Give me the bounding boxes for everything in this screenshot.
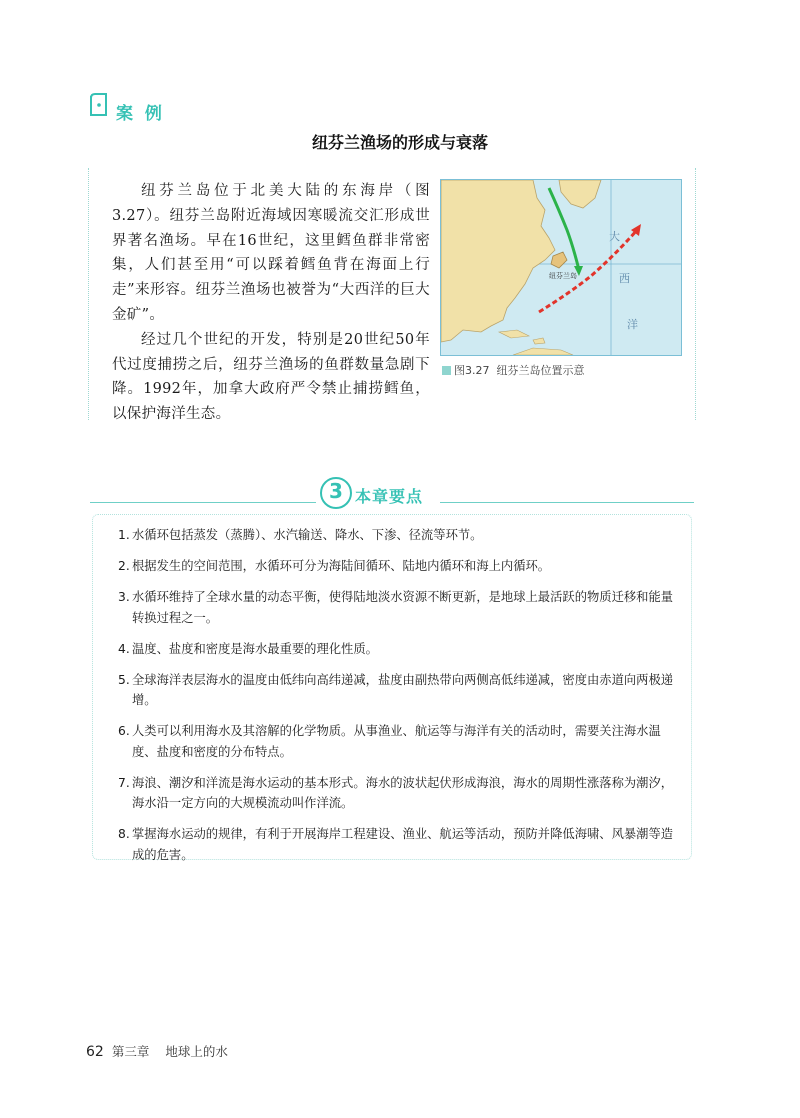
chapter-label: 第三章 (111, 1044, 150, 1059)
summary-item-number: 3. (118, 590, 130, 604)
map-ocean-label: 大 (609, 230, 620, 243)
page-footer (86, 1042, 228, 1060)
summary-item-number: 2. (118, 559, 130, 573)
map-ocean-label: 西 (619, 272, 630, 285)
summary-item-text: 水循环维持了全球水量的动态平衡，使得陆地淡水资源不断更新，是地球上最活跃的物质迁移和能量转换过程之一。 (132, 590, 674, 625)
case-label: 案 例 (116, 104, 165, 124)
figure-number: 图3.27 (454, 364, 490, 377)
caption-square-icon (442, 366, 451, 375)
summary-item-number: 1. (118, 528, 130, 542)
summary-item-number: 5. (118, 672, 130, 687)
section-rule-right (440, 502, 694, 503)
summary-item-text: 根据发生的空间范围，水循环可分为海陆间循环、陆地内循环和海上内循环。 (132, 559, 551, 573)
summary-item (118, 525, 674, 546)
summary-list (118, 525, 674, 876)
case-body (112, 179, 430, 427)
section-number: 3 (329, 479, 343, 503)
summary-item-number: 7. (118, 775, 130, 790)
page-number: 62 (86, 1044, 104, 1060)
figure-caption (442, 362, 585, 378)
newfoundland-map (440, 179, 682, 356)
summary-item-text: 人类可以利用海水及其溶解的化学物质。从事渔业、航运等与海洋有关的活动时，需要关注海水温度、盐度和密度的分布特点。 (132, 724, 661, 759)
section-rule-left (90, 502, 316, 503)
summary-item-text: 温度、盐度和密度是海水最重要的理化性质。 (132, 641, 378, 656)
case-paragraph: 纽芬兰岛位于北美大陆的东海岸（图3.27）。纽芬兰岛附近海域因寒暖流交汇形成世界著名渔场。早在16世纪，这里鳕鱼群非常密集，人们甚至用“可以踩着鳕鱼背在海面上行走”来形容。纽芬兰渔场也被誉为“大西洋的巨大金矿”。 (112, 183, 430, 323)
case-book-icon (88, 92, 110, 118)
summary-item-text: 海浪、潮汐和洋流是海水运动的基本形式。海水的波状起伏形成海浪，海水的周期性涨落称为潮汐，海水沿一定方向的大规模流动叫作洋流。 (132, 775, 674, 810)
summary-item (118, 773, 674, 814)
figure-caption-text: 纽芬兰岛位置示意 (496, 364, 585, 377)
section-title: 本章要点 (355, 487, 424, 506)
case-paragraph: 经过几个世纪的开发，特别是20世纪50年代过度捕捞之后，纽芬兰渔场的鱼群数量急剧下降。1992年，加拿大政府严令禁止捕捞鳕鱼，以保护海洋生态。 (112, 331, 430, 423)
summary-item-text: 全球海洋表层海水的温度由低纬向高纬递减，盐度由副热带向两侧高低纬递减，密度由赤道向两极递增。 (132, 672, 674, 707)
summary-item-number: 8. (118, 827, 130, 841)
case-frame-left (88, 168, 90, 420)
summary-item-text: 水循环包括蒸发（蒸腾）、水汽输送、降水、下渗、径流等环节。 (132, 528, 483, 542)
chapter-title: 地球上的水 (165, 1044, 228, 1059)
map-graphic (441, 180, 681, 355)
summary-item (118, 670, 674, 711)
case-frame-right (695, 168, 697, 420)
summary-item-number: 6. (118, 724, 130, 738)
summary-item-number: 4. (118, 641, 130, 656)
summary-item (118, 639, 674, 660)
map-place-label: 纽芬兰岛 (549, 272, 577, 280)
summary-item (118, 556, 674, 577)
case-title: 纽芬兰渔场的形成与衰落 (311, 133, 488, 152)
summary-item (118, 587, 674, 628)
map-ocean-label: 洋 (627, 318, 638, 331)
summary-item (118, 824, 674, 865)
summary-item (118, 721, 674, 762)
summary-item-text: 掌握海水运动的规律，有利于开展海岸工程建设、渔业、航运等活动，预防并降低海啸、风暴潮等造成的危害。 (132, 827, 674, 862)
